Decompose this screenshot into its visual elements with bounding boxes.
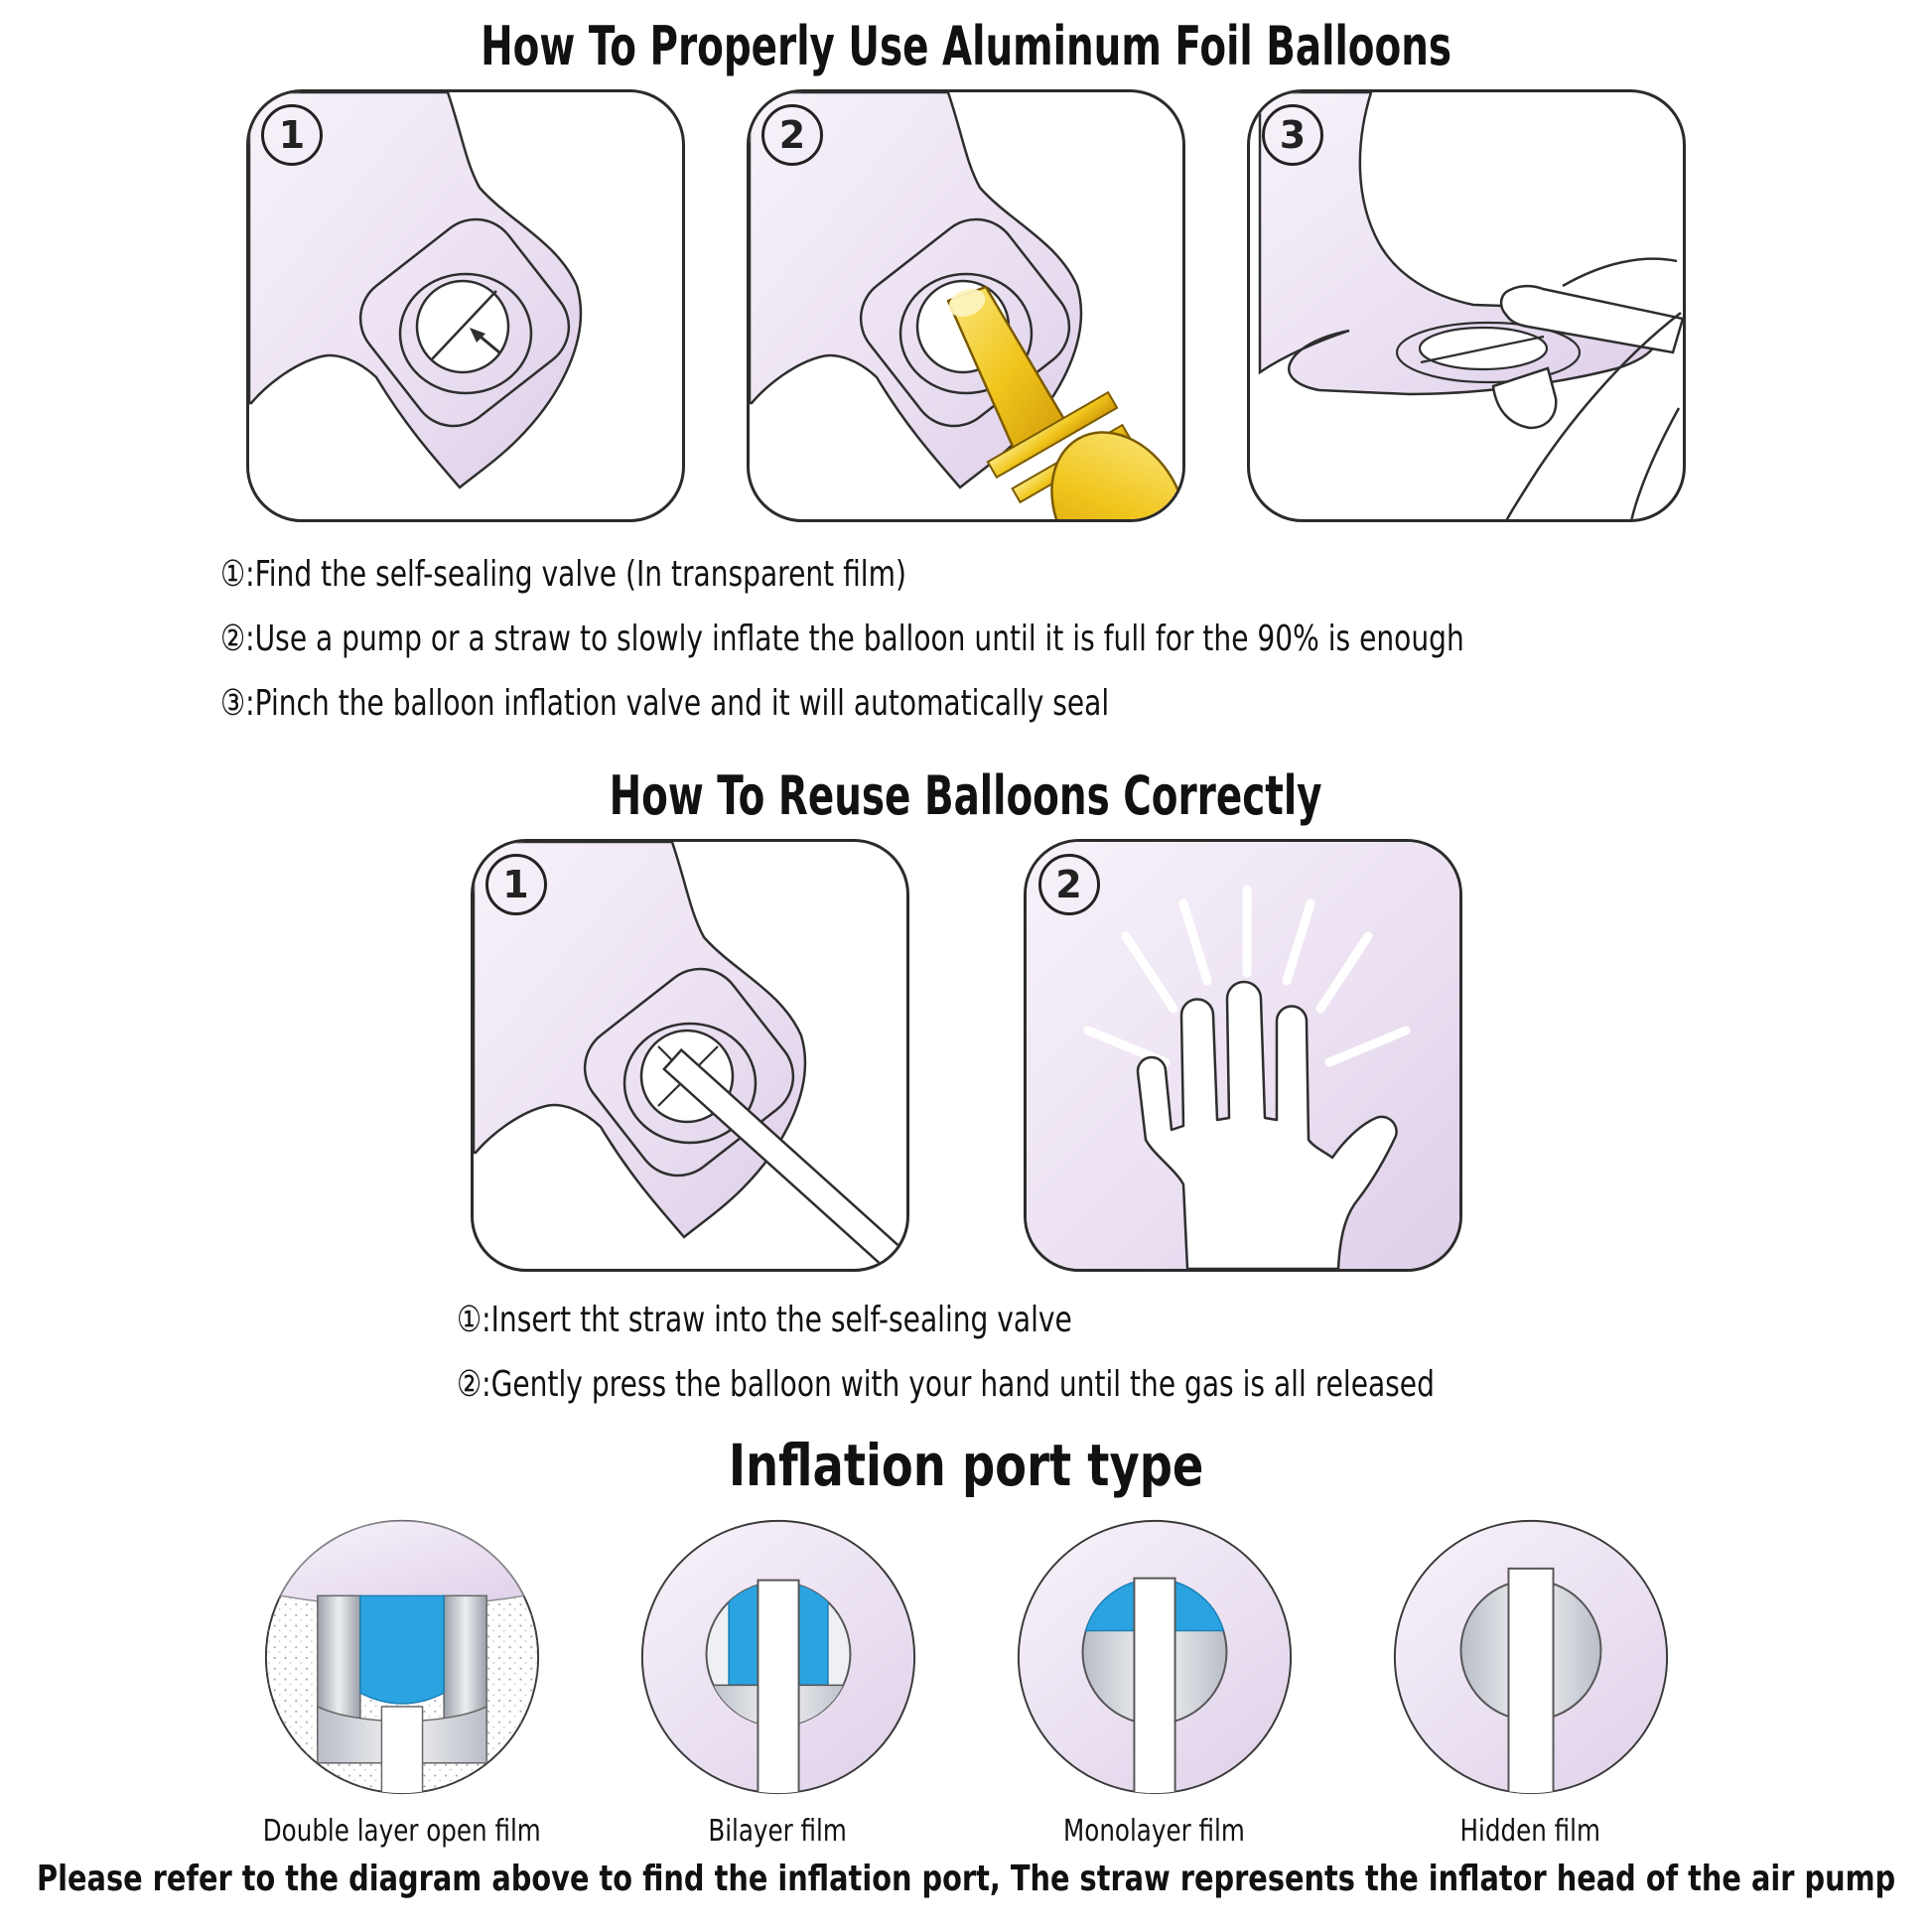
port-type-label: Hidden film [1459,1814,1601,1849]
instruction-line: ②:Gently press the balloon with your hand until the gas is all released [457,1364,1435,1405]
panel-number-badge [485,854,547,915]
balloon-valve-illustration [249,92,682,519]
step-panel-find-valve [246,89,685,522]
reuse-instructions [457,1288,1711,1417]
port-monolayer-illustration [1014,1516,1296,1798]
section-ports-title-text: Inflation port type [728,1432,1204,1499]
panel-number-badge [261,104,323,166]
footnote: Please refer to the diagram above to find the inflation port, The straw represents the inflator head of the air pump [36,1859,1896,1899]
panel-number: 2 [1055,863,1082,906]
section-reuse-title-text: How To Reuse Balloons Correctly [610,764,1322,827]
panel-number: 1 [502,863,529,906]
port-type-label: Bilayer film [708,1814,848,1849]
straw [1134,1579,1174,1796]
use-steps-row [246,89,1686,522]
panel-number-badge [1038,854,1100,915]
panel-number-badge [1262,104,1323,166]
straw [758,1581,798,1796]
section-use-title-text: How To Properly Use Aluminum Foil Balloons [481,15,1451,77]
port-type-double-layer [261,1516,543,1849]
port-type-bilayer [637,1516,919,1849]
instruction-line: ①:Find the self-sealing valve (In transparent film) [220,554,906,595]
port-double-layer-illustration [261,1516,543,1798]
port-type-label: Monolayer film [1063,1814,1245,1849]
step-panel-pinch-seal [1247,89,1686,522]
use-instructions [220,542,1815,736]
port-bilayer-illustration [637,1516,919,1798]
section-ports-title [0,1431,1932,1500]
panel-number: 3 [1279,113,1307,157]
section-use-title [0,12,1932,81]
blue-film [359,1595,443,1704]
instruction-line: ①:Insert tht straw into the self-sealing valve [457,1300,1072,1340]
straw [1508,1569,1553,1796]
straw [381,1707,422,1794]
step-panel-press-balloon [1024,839,1462,1272]
port-type-label: Double layer open film [262,1814,541,1849]
port-types-row [261,1516,1672,1849]
step-panel-inflate-pump [747,89,1185,522]
pinch-seal-illustration [1250,92,1683,519]
section-reuse-title [0,761,1932,831]
reuse-steps-row [471,839,1462,1272]
port-hidden-illustration [1390,1516,1672,1798]
step-panel-insert-straw [471,839,909,1272]
instruction-line: ③:Pinch the balloon inflation valve and it will automatically seal [220,683,1110,724]
pump-inflate-illustration [750,92,1182,519]
port-type-monolayer [1014,1516,1296,1849]
instruction-line: ②:Use a pump or a straw to slowly inflate the balloon until it is full for the 90% is enough [220,619,1464,659]
panel-number: 2 [778,113,806,157]
panel-number: 1 [278,113,306,157]
port-type-hidden [1390,1516,1672,1849]
panel-number-badge [761,104,823,166]
